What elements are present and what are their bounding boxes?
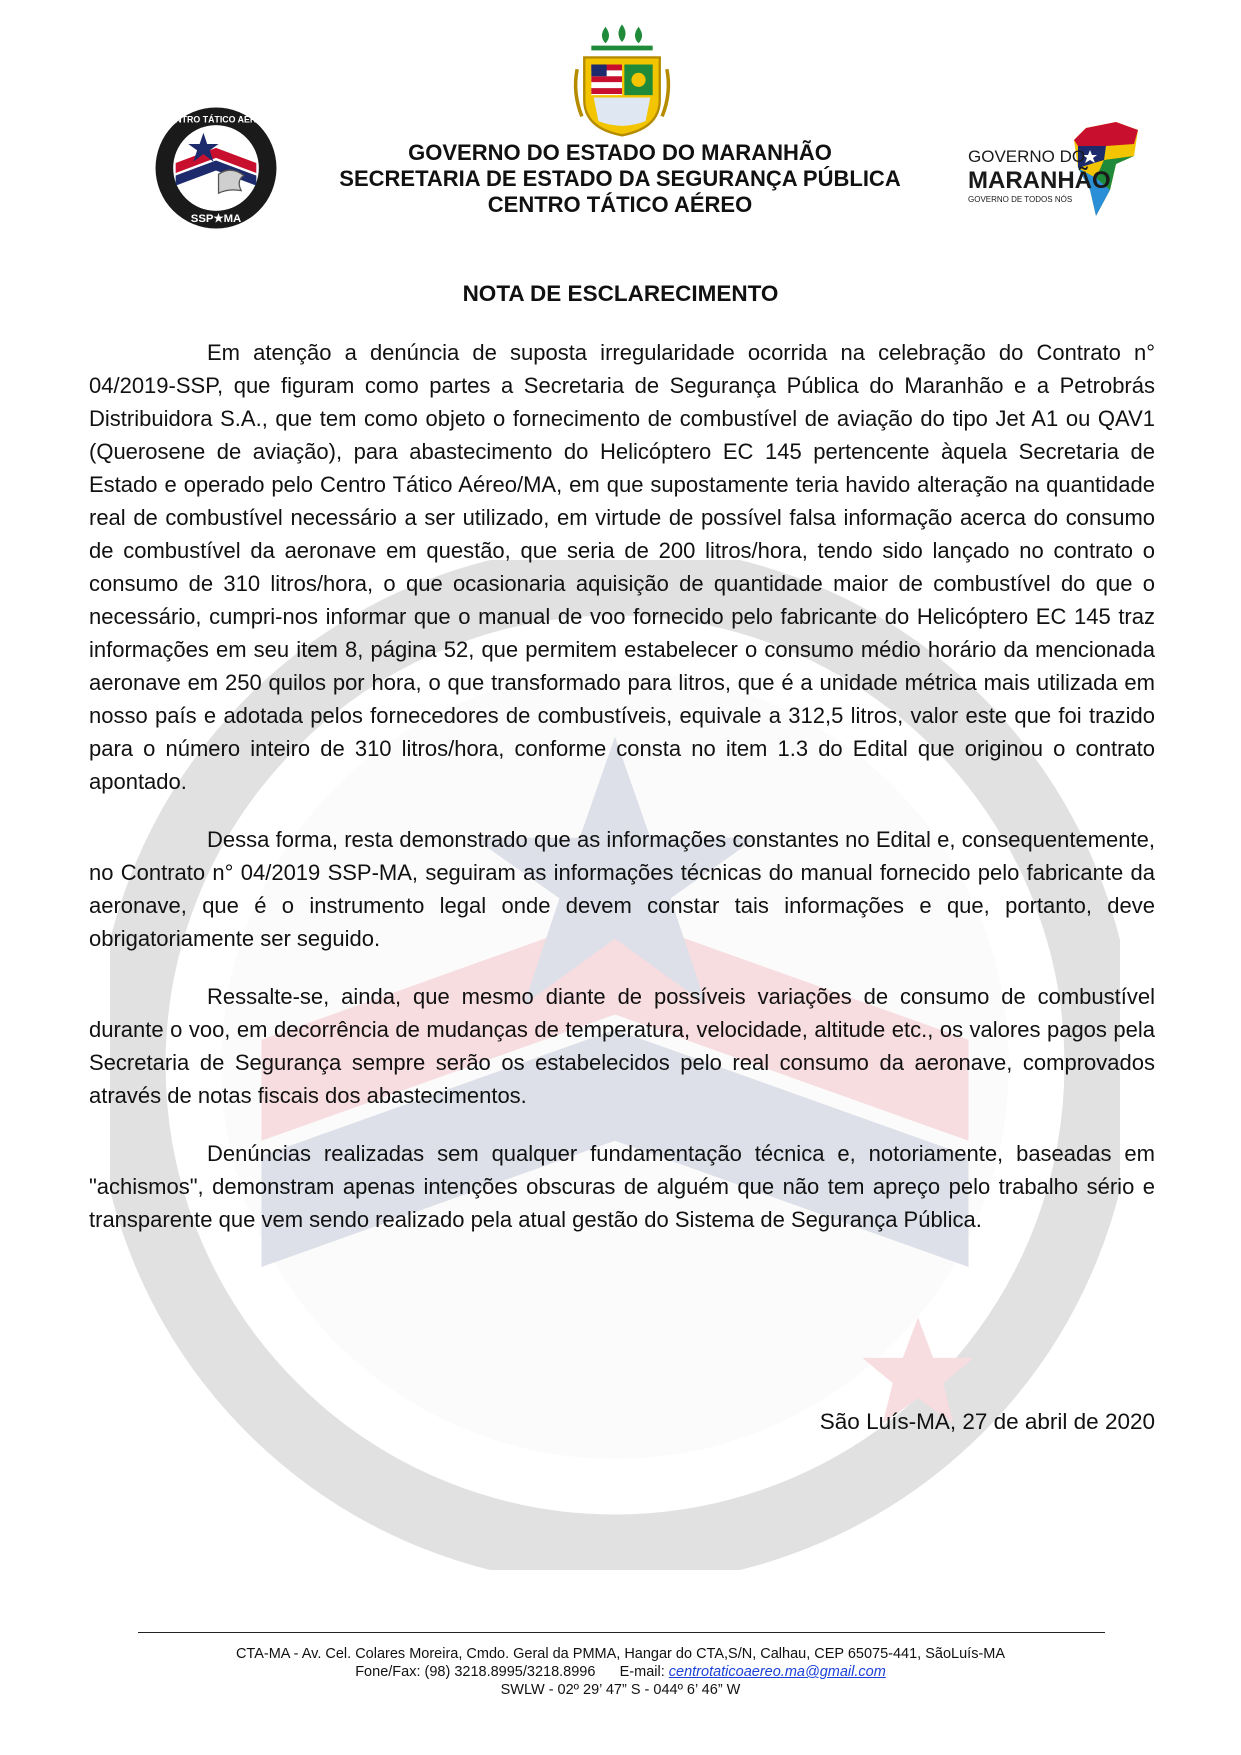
paragraph-3: Ressalte-se, ainda, que mesmo diante de possíveis variações de consumo de combustível durante o voo, em decorrência de mudanças de temperatura, velocidade, altitude etc., os valores pagos pela Secretaria de Segurança sempre serão os estabelecidos pelo real consumo da aeronave, comprovados através de notas fiscais dos abastecimentos. — [89, 984, 1155, 1108]
footer-divider — [138, 1632, 1105, 1633]
governo-do-maranhao-logo — [966, 120, 1146, 230]
footer-coordinates: SWLW - 02º 29’ 47” S - 044º 6’ 46” W — [500, 1682, 741, 1698]
signature-date: São Luís-MA, 27 de abril de 2020 — [819, 1409, 1155, 1434]
cta-ring-top-text: CENTRO TÁTICO AÉREO — [163, 114, 269, 125]
footer — [0, 1645, 1241, 1699]
header-line-government: GOVERNO DO ESTADO DO MARANHÃO — [408, 140, 832, 165]
centro-tatico-aereo-logo — [153, 105, 279, 231]
gov-logo-line1: GOVERNO DO — [968, 147, 1086, 166]
gov-logo-line2: MARANHÃO — [968, 167, 1111, 194]
footer-phone: Fone/Fax: (98) 3218.8995/3218.8996 — [355, 1664, 596, 1680]
header-line-unit: CENTRO TÁTICO AÉREO — [487, 192, 753, 217]
footer-contact — [0, 1663, 1241, 1681]
footer-email-label: E-mail: — [619, 1664, 665, 1680]
institutional-header — [300, 140, 940, 218]
header-line-secretariat: SECRETARIA DE ESTADO DA SEGURANÇA PÚBLICA — [339, 166, 901, 191]
document-title: NOTA DE ESCLARECIMENTO — [462, 281, 779, 306]
paragraph-2: Dessa forma, resta demonstrado que as informações constantes no Edital e, consequentemente, no Contrato n° 04/2019 SSP-MA, seguiram as informações técnicas do manual fornecido pelo fabricante da aeronave, que é o instrumento legal onde devem constar tais informações e que, portanto, deve obrigatoriamente ser seguido. — [89, 827, 1155, 951]
maranhao-coat-of-arms-icon — [563, 22, 681, 140]
gov-logo-tagline: GOVERNO DE TODOS NÓS — [968, 195, 1073, 204]
paragraph-1: Em atenção a denúncia de suposta irregularidade ocorrida na celebração do Contrato n° 04/2019-SSP, que figuram como partes a Secretaria de Segurança Pública do Maranhão e a Petrobrás Distribuidora S.A., que tem como objeto o fornecimento de combustível de aviação do tipo Jet A1 ou QAV1 (Querosene de aviação), para abastecimento do Helicóptero EC 145 pertencente àquela Secretaria de Estado e operado pelo Centro Tático Aéreo/MA, em que supostamente teria havido alteração na quantidade real de combustível necessário a ser utilizado, em virtude de possível falsa informação acerca do consumo de combustível da aeronave em questão, que seria de 200 litros/hora, tendo sido lançado no contrato o consumo de 310 litros/hora, o que ocasionaria aquisição de quantidade maior de combustível do que o necessário, cumpri-nos informar que o manual de voo fornecido pelo fabricante do Helicóptero EC 145 traz informações em seu item 8, página 52, que permitem estabelecer o consumo médio horário da mencionada aeronave em 250 quilos por hora, o que transformado para litros, que é a unidade métrica mais utilizada em nosso país e adotada pelos fornecedores de combustíveis, equivale a 312,5 litros, valor este que foi trazido para o número inteiro de 310 litros/hora, conforme consta no item 1.3 do Edital que originou o contrato apontado. — [89, 340, 1155, 794]
footer-address: CTA-MA - Av. Cel. Colares Moreira, Cmdo. Geral da PMMA, Hangar do CTA,S/N, Calhau, CEP 65075-441, SãoLuís-MA — [235, 1646, 1006, 1662]
footer-email-link[interactable]: centrotaticoaereo.ma@gmail.com — [668, 1664, 886, 1680]
document-body — [89, 336, 1155, 1261]
paragraph-4: Denúncias realizadas sem qualquer fundamentação técnica e, notoriamente, baseadas em "achismos", demonstram apenas intenções obscuras de alguém que não tem apreço pelo trabalho sério e transparente que vem sendo realizado pela atual gestão do Sistema de Segurança Pública. — [89, 1141, 1155, 1232]
cta-ring-bottom-text: SSP★MA — [190, 213, 242, 226]
